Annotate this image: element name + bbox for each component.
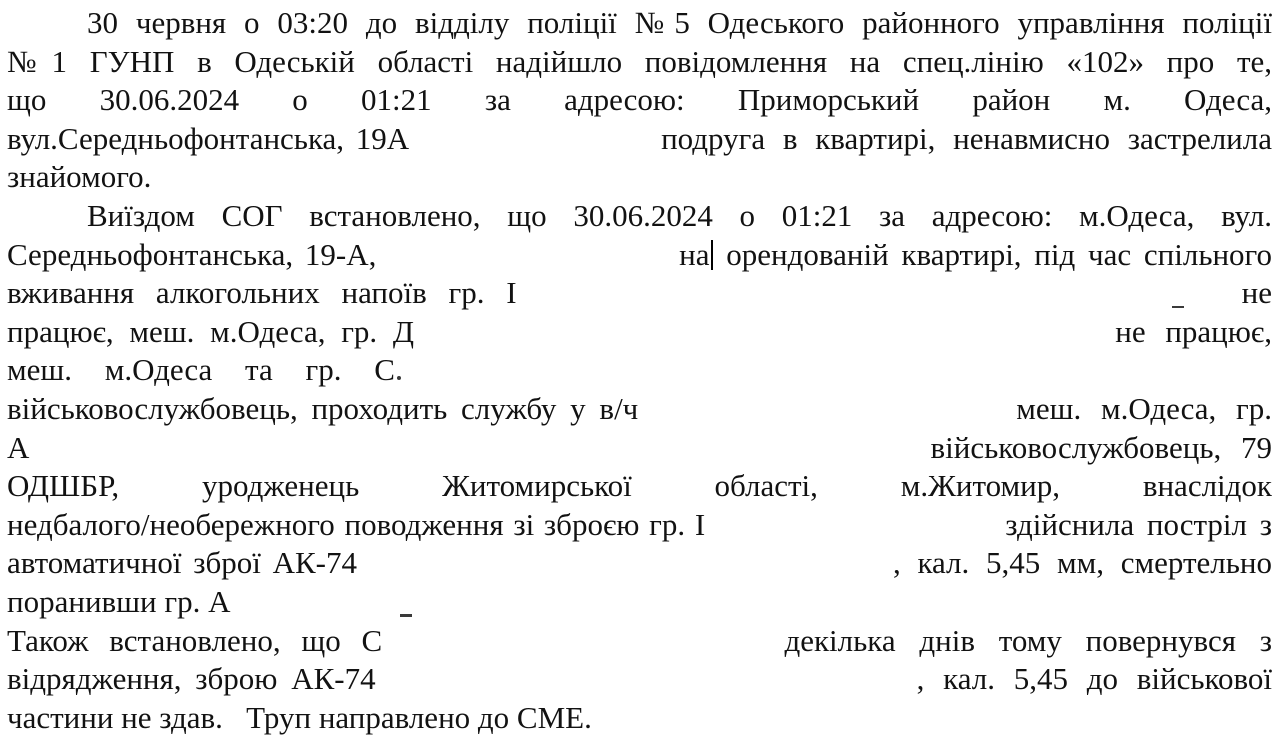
text-segment: , кал. 5,45 до військової: [916, 661, 1272, 697]
text-segment: меш. м.Одеса, гр.: [1016, 390, 1272, 426]
text-segment: декілька днів тому повернувся з: [784, 622, 1272, 658]
text-segment: меш. м.Одеса та гр. С: [7, 352, 395, 388]
redaction-artifact-dot-icon: [397, 376, 401, 380]
text-line[interactable]: [7, 274, 1272, 313]
text-segment: А: [7, 429, 30, 465]
text-segment: військовослужбовець, проходить службу у в/ч: [7, 390, 639, 426]
text-line[interactable]: [7, 351, 1272, 390]
text-segment: на: [679, 236, 710, 272]
text-segment: вживання алкогольних напоїв гр. І: [7, 275, 517, 311]
text-line[interactable]: [7, 544, 1272, 583]
text-segment: орендованій квартирі, під час спільного: [713, 236, 1272, 272]
text-line[interactable]: Виїздом СОГ встановлено, що 30.06.2024 о 01:21 за адресою: м.Одеса, вул.: [87, 197, 1272, 233]
text-segment: подруга в квартирі, ненавмисно застрелила: [661, 120, 1272, 156]
text-segment: частини не здав. Труп направлено до СМЕ.: [7, 699, 592, 735]
text-segment: Середньофонтанська, 19-А,: [7, 236, 377, 272]
text-line[interactable]: [7, 699, 1272, 738]
text-segment: працює, меш. м.Одеса, гр. Д: [7, 313, 415, 349]
text-line[interactable]: [7, 313, 1272, 352]
text-segment: знайомого.: [7, 159, 152, 195]
text-line[interactable]: [7, 429, 1272, 468]
text-segment: здійснила постріл з: [1005, 506, 1272, 542]
text-segment: , кал. 5,45 мм, смертельно: [892, 545, 1272, 581]
text-line[interactable]: 30 червня о 03:20 до відділу поліції №5 Одеського районного управління поліції: [87, 5, 1272, 40]
text-line[interactable]: [7, 236, 1272, 275]
text-cursor: [711, 240, 713, 270]
text-line[interactable]: №1 ГУНП в Одеській області надійшло повідомлення на спец.лінію «102» про те,: [7, 43, 1272, 79]
text-line[interactable]: [7, 120, 1272, 159]
text-line[interactable]: [7, 158, 1272, 197]
text-line[interactable]: [7, 506, 1272, 545]
text-segment: не: [1241, 275, 1272, 311]
text-segment: Також встановлено, що С: [7, 622, 383, 658]
text-segment: недбалого/необережного поводження зі зброєю гр. І: [7, 506, 706, 542]
text-segment: автоматичної зброї АК-74: [7, 545, 357, 581]
redaction-artifact-dash-icon: [1172, 306, 1184, 309]
text-line[interactable]: що 30.06.2024 о 01:21 за адресою: Приморський район м. Одеса,: [7, 82, 1272, 118]
text-segment: не працює,: [1115, 313, 1272, 349]
text-segment: військовослужбовець, 79: [930, 429, 1272, 465]
text-line[interactable]: ОДШБР, уродженець Житомирської області, м.Житомир, внаслідок: [7, 468, 1272, 504]
text-line[interactable]: [7, 660, 1272, 699]
text-segment: відрядження, зброю АК-74: [7, 661, 376, 697]
text-segment: поранивши гр. А: [7, 583, 231, 619]
text-line[interactable]: [7, 390, 1272, 429]
text-line[interactable]: [7, 622, 1272, 661]
redaction-artifact-dash-icon: [400, 614, 412, 617]
text-segment: вул.Середньофонтанська, 19А: [7, 120, 410, 156]
text-line[interactable]: [7, 583, 1272, 622]
